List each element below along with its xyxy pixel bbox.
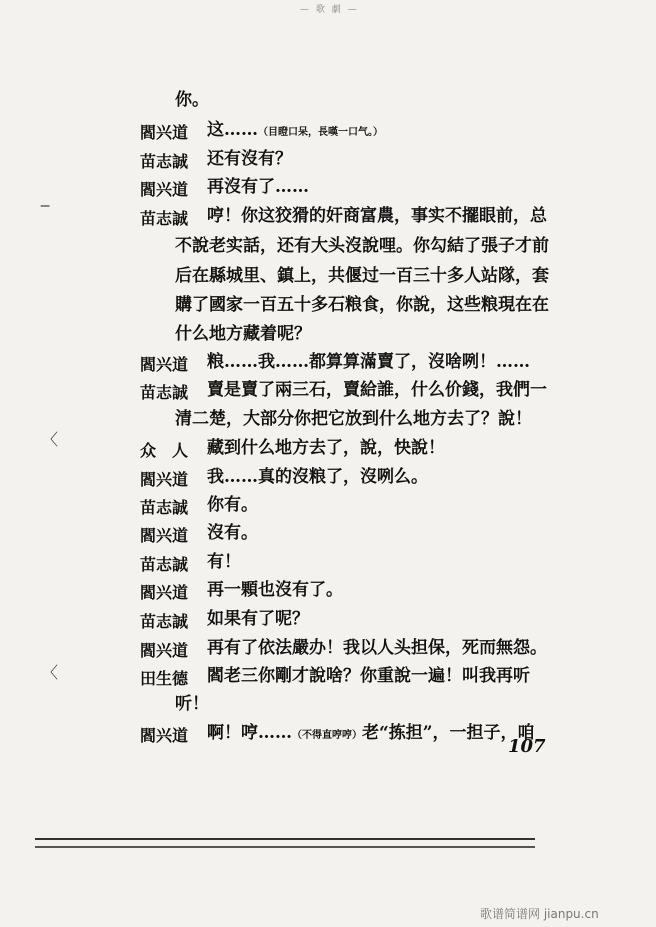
- dialogue-line: [207, 438, 445, 458]
- dialogue-text: 沒有。: [207, 523, 258, 543]
- dialogue-text: 啊！哼……: [207, 723, 292, 743]
- bottom-rule: [35, 846, 535, 848]
- dialogue-text: 閻老三你剛才說啥？你重說一遍！叫我再听: [207, 666, 530, 686]
- dialogue-line: [175, 90, 209, 110]
- margin-mark-icon: 〈: [42, 663, 59, 682]
- watermark: 歌谱简谱网 jianpu.cn: [480, 907, 599, 921]
- dialogue-text: 你有。: [207, 495, 258, 515]
- speaker-name: 苗志誠: [140, 498, 189, 517]
- dialogue-text: 粮……我……都算算滿賣了，沒啥咧！……: [207, 352, 530, 372]
- dialogue-text: 如果有了呢？: [207, 609, 309, 629]
- dialogue-line: [207, 495, 258, 515]
- dialogue-line: [207, 380, 547, 400]
- dialogue-line: [207, 177, 309, 197]
- dialogue-line: [207, 580, 343, 600]
- dialogue-text: 有！: [207, 552, 241, 572]
- dialogue-text: 賣是賣了兩三石，賣給誰，什么价錢，我們一: [207, 380, 547, 400]
- dialogue-text: 老“拣担”，一担子，咱: [362, 723, 535, 743]
- dialogue-line: [207, 467, 428, 487]
- margin-mark-icon: 〈: [42, 430, 59, 449]
- dialogue-line: [175, 266, 549, 286]
- dialogue-line: [207, 206, 547, 226]
- dialogue-text: 你。: [175, 90, 209, 110]
- speaker-name: 苗志誠: [140, 152, 189, 171]
- dialogue-line: [175, 694, 209, 714]
- dialogue-text: 購了國家一百五十多石粮食，你說，这些粮現在在: [175, 295, 549, 315]
- speaker-name: 閻兴道: [140, 583, 189, 602]
- speaker-name: 苗志誠: [140, 555, 189, 574]
- dialogue-line: [207, 552, 241, 572]
- dialogue-line: [207, 666, 530, 686]
- dialogue-line: [207, 723, 535, 746]
- speaker-name: 閻兴道: [140, 641, 189, 660]
- speaker-name: 閻兴道: [140, 526, 189, 545]
- speaker-name: 众 人: [140, 441, 189, 460]
- dialogue-line: [207, 609, 309, 629]
- page-number: 107: [508, 736, 546, 757]
- margin-mark-icon: ‒: [40, 195, 51, 214]
- speaker-name: 閻兴道: [140, 180, 189, 199]
- dialogue-line: [175, 409, 532, 429]
- dialogue-line: [207, 638, 547, 658]
- dialogue-text: 听！: [175, 694, 209, 714]
- dialogue-text: 再沒有了……: [207, 177, 309, 197]
- dialogue-line: [207, 120, 383, 143]
- speaker-name: 閻兴道: [140, 470, 189, 489]
- dialogue-text: 还有沒有？: [207, 149, 292, 169]
- dialogue-line: [175, 295, 549, 315]
- speaker-name: 苗志誠: [140, 209, 189, 228]
- dialogue-text: 我……真的沒粮了，沒咧么。: [207, 467, 428, 487]
- dialogue-text: 藏到什么地方去了，說，快說！: [207, 438, 445, 458]
- speaker-name: 田生德: [140, 669, 189, 688]
- dialogue-line: [207, 352, 530, 372]
- dialogue-text: 清二楚，大部分你把它放到什么地方去了？說！: [175, 409, 532, 429]
- stage-direction: （不得直哼哼）: [292, 730, 362, 741]
- speaker-name: 苗志誠: [140, 383, 189, 402]
- dialogue-text: 后在縣城里、鎮上，共偃过一百三十多人站隊，套: [175, 266, 549, 286]
- dialogue-text: 再有了依法嚴办！我以人头担保，死而無怨。: [207, 638, 547, 658]
- dialogue-text: 哼！你这狡猾的奸商富農，事实不擺眼前，总: [207, 206, 547, 226]
- speaker-name: 閻兴道: [140, 726, 189, 745]
- dialogue-line: [207, 523, 258, 543]
- speaker-name: 苗志誠: [140, 612, 189, 631]
- stage-direction: （目瞪口呆，長嘆一口气。）: [258, 127, 383, 138]
- speaker-name: 閻兴道: [140, 355, 189, 374]
- dialogue-line: [175, 236, 549, 256]
- dialogue-line: [207, 149, 292, 169]
- dialogue-line: [175, 324, 311, 344]
- running-header: — 歌 劇 —: [300, 5, 359, 15]
- dialogue-text: 这……: [207, 120, 258, 140]
- dialogue-text: 再一顆也沒有了。: [207, 580, 343, 600]
- dialogue-text: 什么地方藏着呢？: [175, 324, 311, 344]
- bottom-rule: [35, 838, 535, 840]
- speaker-name: 閻兴道: [140, 123, 189, 142]
- dialogue-text: 不說老实話，还有大头沒說哩。你勾結了張子才前: [175, 236, 549, 256]
